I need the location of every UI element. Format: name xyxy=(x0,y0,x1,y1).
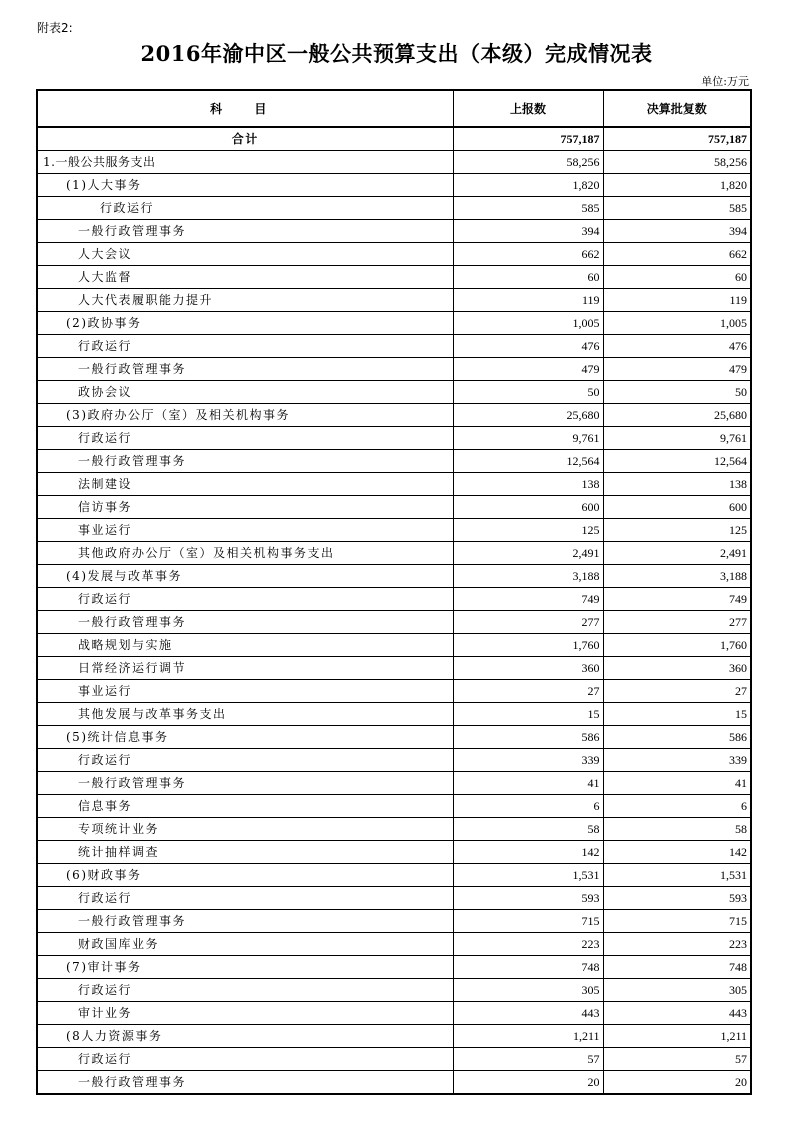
row-subject: (1)人大事务 xyxy=(37,174,453,197)
row-approved-value: 586 xyxy=(603,726,751,749)
row-approved-value: 749 xyxy=(603,588,751,611)
table-row xyxy=(37,703,751,726)
table-row xyxy=(37,220,751,243)
row-reported-value: 15 xyxy=(453,703,603,726)
row-reported-value: 138 xyxy=(453,473,603,496)
table-row xyxy=(37,197,751,220)
row-subject: (3)政府办公厅（室）及相关机构事务 xyxy=(37,404,453,427)
row-reported-value: 20 xyxy=(453,1071,603,1095)
table-row xyxy=(37,749,751,772)
row-subject: (4)发展与改革事务 xyxy=(37,565,453,588)
row-subject: 行政运行 xyxy=(37,588,453,611)
row-subject: (5)统计信息事务 xyxy=(37,726,453,749)
row-reported-value: 125 xyxy=(453,519,603,542)
row-reported-value: 223 xyxy=(453,933,603,956)
table-row xyxy=(37,680,751,703)
row-approved-value: 305 xyxy=(603,979,751,1002)
total-row xyxy=(37,127,751,151)
row-approved-value: 476 xyxy=(603,335,751,358)
row-approved-value: 360 xyxy=(603,657,751,680)
row-reported-value: 1,005 xyxy=(453,312,603,335)
row-subject: 其他发展与改革事务支出 xyxy=(37,703,453,726)
header-reported: 上报数 xyxy=(453,90,603,127)
row-reported-value: 57 xyxy=(453,1048,603,1071)
row-reported-value: 585 xyxy=(453,197,603,220)
table-row xyxy=(37,542,751,565)
row-subject: 行政运行 xyxy=(37,749,453,772)
page-title: 2016年渝中区一般公共预算支出（本级）完成情况表 xyxy=(140,41,653,66)
row-subject: 事业运行 xyxy=(37,680,453,703)
row-approved-value: 25,680 xyxy=(603,404,751,427)
row-approved-value: 2,491 xyxy=(603,542,751,565)
table-row xyxy=(37,887,751,910)
row-approved-value: 20 xyxy=(603,1071,751,1095)
row-reported-value: 394 xyxy=(453,220,603,243)
table-row xyxy=(37,1048,751,1071)
table-row xyxy=(37,1025,751,1048)
table-row xyxy=(37,956,751,979)
row-approved-value: 757,187 xyxy=(603,127,751,151)
row-reported-value: 600 xyxy=(453,496,603,519)
row-reported-value: 662 xyxy=(453,243,603,266)
row-reported-value: 479 xyxy=(453,358,603,381)
row-reported-value: 1,820 xyxy=(453,174,603,197)
table-body xyxy=(37,127,751,1094)
table-row xyxy=(37,634,751,657)
row-approved-value: 15 xyxy=(603,703,751,726)
row-subject: 审计业务 xyxy=(37,1002,453,1025)
row-reported-value: 305 xyxy=(453,979,603,1002)
row-subject: 法制建设 xyxy=(37,473,453,496)
row-subject: 信访事务 xyxy=(37,496,453,519)
row-approved-value: 57 xyxy=(603,1048,751,1071)
row-approved-value: 58 xyxy=(603,818,751,841)
row-approved-value: 600 xyxy=(603,496,751,519)
row-reported-value: 1,211 xyxy=(453,1025,603,1048)
row-reported-value: 476 xyxy=(453,335,603,358)
table-row xyxy=(37,243,751,266)
row-reported-value: 50 xyxy=(453,381,603,404)
unit-label: 单位:万元 xyxy=(701,75,749,88)
row-approved-value: 339 xyxy=(603,749,751,772)
row-reported-value: 60 xyxy=(453,266,603,289)
row-approved-value: 1,820 xyxy=(603,174,751,197)
row-subject: 人大监督 xyxy=(37,266,453,289)
row-reported-value: 27 xyxy=(453,680,603,703)
table-row xyxy=(37,335,751,358)
table-header xyxy=(37,90,751,127)
row-approved-value: 715 xyxy=(603,910,751,933)
row-subject: 行政运行 xyxy=(37,887,453,910)
row-approved-value: 585 xyxy=(603,197,751,220)
table-row xyxy=(37,979,751,1002)
row-subject: 1.一般公共服务支出 xyxy=(37,151,453,174)
table-row xyxy=(37,657,751,680)
row-reported-value: 715 xyxy=(453,910,603,933)
header-row xyxy=(37,90,751,127)
row-approved-value: 593 xyxy=(603,887,751,910)
table-row xyxy=(37,312,751,335)
row-approved-value: 119 xyxy=(603,289,751,312)
row-approved-value: 1,005 xyxy=(603,312,751,335)
row-approved-value: 142 xyxy=(603,841,751,864)
row-reported-value: 748 xyxy=(453,956,603,979)
row-subject: 一般行政管理事务 xyxy=(37,910,453,933)
table-row xyxy=(37,496,751,519)
row-reported-value: 58,256 xyxy=(453,151,603,174)
row-reported-value: 360 xyxy=(453,657,603,680)
row-approved-value: 394 xyxy=(603,220,751,243)
header-approved: 决算批复数 xyxy=(603,90,751,127)
row-subject: 专项统计业务 xyxy=(37,818,453,841)
row-subject: 人大代表履职能力提升 xyxy=(37,289,453,312)
table-row xyxy=(37,1071,751,1095)
table-row xyxy=(37,404,751,427)
table-row xyxy=(37,289,751,312)
row-approved-value: 1,760 xyxy=(603,634,751,657)
row-reported-value: 12,564 xyxy=(453,450,603,473)
row-subject: (7)审计事务 xyxy=(37,956,453,979)
row-subject: 一般行政管理事务 xyxy=(37,611,453,634)
table-row xyxy=(37,565,751,588)
table-row xyxy=(37,427,751,450)
row-subject: (2)政协事务 xyxy=(37,312,453,335)
row-approved-value: 1,211 xyxy=(603,1025,751,1048)
row-reported-value: 9,761 xyxy=(453,427,603,450)
row-reported-value: 6 xyxy=(453,795,603,818)
row-subject: 其他政府办公厅（室）及相关机构事务支出 xyxy=(37,542,453,565)
table-row xyxy=(37,519,751,542)
row-reported-value: 25,680 xyxy=(453,404,603,427)
table-row xyxy=(37,473,751,496)
row-subject: 人大会议 xyxy=(37,243,453,266)
row-approved-value: 50 xyxy=(603,381,751,404)
table-row xyxy=(37,1002,751,1025)
row-subject: 事业运行 xyxy=(37,519,453,542)
row-subject: 行政运行 xyxy=(37,427,453,450)
row-subject: 战略规划与实施 xyxy=(37,634,453,657)
row-reported-value: 749 xyxy=(453,588,603,611)
table-row xyxy=(37,818,751,841)
row-reported-value: 2,491 xyxy=(453,542,603,565)
row-approved-value: 41 xyxy=(603,772,751,795)
row-approved-value: 9,761 xyxy=(603,427,751,450)
row-reported-value: 593 xyxy=(453,887,603,910)
row-subject: 统计抽样调查 xyxy=(37,841,453,864)
row-reported-value: 58 xyxy=(453,818,603,841)
row-subject: 一般行政管理事务 xyxy=(37,1071,453,1095)
row-subject: (8人力资源事务 xyxy=(37,1025,453,1048)
row-reported-value: 339 xyxy=(453,749,603,772)
row-approved-value: 58,256 xyxy=(603,151,751,174)
table-row xyxy=(37,381,751,404)
table-row xyxy=(37,358,751,381)
row-approved-value: 662 xyxy=(603,243,751,266)
row-reported-value: 3,188 xyxy=(453,565,603,588)
row-subject: 信息事务 xyxy=(37,795,453,818)
table-row xyxy=(37,910,751,933)
table-row xyxy=(37,266,751,289)
row-subject: (6)财政事务 xyxy=(37,864,453,887)
table-row xyxy=(37,450,751,473)
table-row xyxy=(37,726,751,749)
row-reported-value: 41 xyxy=(453,772,603,795)
table-row xyxy=(37,772,751,795)
row-approved-value: 748 xyxy=(603,956,751,979)
row-subject: 一般行政管理事务 xyxy=(37,358,453,381)
row-subject: 财政国库业务 xyxy=(37,933,453,956)
row-approved-value: 125 xyxy=(603,519,751,542)
row-subject: 行政运行 xyxy=(37,1048,453,1071)
row-approved-value: 277 xyxy=(603,611,751,634)
row-approved-value: 6 xyxy=(603,795,751,818)
row-subject: 政协会议 xyxy=(37,381,453,404)
row-approved-value: 443 xyxy=(603,1002,751,1025)
table-row xyxy=(37,611,751,634)
row-approved-value: 60 xyxy=(603,266,751,289)
table-row xyxy=(37,588,751,611)
row-subject: 一般行政管理事务 xyxy=(37,772,453,795)
table-row xyxy=(37,841,751,864)
row-approved-value: 12,564 xyxy=(603,450,751,473)
row-reported-value: 757,187 xyxy=(453,127,603,151)
row-reported-value: 277 xyxy=(453,611,603,634)
row-subject: 日常经济运行调节 xyxy=(37,657,453,680)
row-subject: 合计 xyxy=(37,127,453,151)
row-subject: 行政运行 xyxy=(37,335,453,358)
row-approved-value: 479 xyxy=(603,358,751,381)
row-approved-value: 27 xyxy=(603,680,751,703)
row-reported-value: 1,531 xyxy=(453,864,603,887)
row-subject: 一般行政管理事务 xyxy=(37,220,453,243)
row-reported-value: 119 xyxy=(453,289,603,312)
table-row xyxy=(37,795,751,818)
row-reported-value: 586 xyxy=(453,726,603,749)
row-reported-value: 1,760 xyxy=(453,634,603,657)
row-approved-value: 223 xyxy=(603,933,751,956)
row-approved-value: 138 xyxy=(603,473,751,496)
table-row xyxy=(37,933,751,956)
row-reported-value: 142 xyxy=(453,841,603,864)
header-subject: 科 目 xyxy=(37,90,453,127)
table-row xyxy=(37,151,751,174)
row-subject: 行政运行 xyxy=(37,979,453,1002)
row-approved-value: 3,188 xyxy=(603,565,751,588)
row-subject: 一般行政管理事务 xyxy=(37,450,453,473)
row-subject: 行政运行 xyxy=(37,197,453,220)
budget-table xyxy=(36,89,752,1095)
table-row xyxy=(37,864,751,887)
table-row xyxy=(37,174,751,197)
row-reported-value: 443 xyxy=(453,1002,603,1025)
row-approved-value: 1,531 xyxy=(603,864,751,887)
annex-label: 附表2: xyxy=(37,21,73,35)
